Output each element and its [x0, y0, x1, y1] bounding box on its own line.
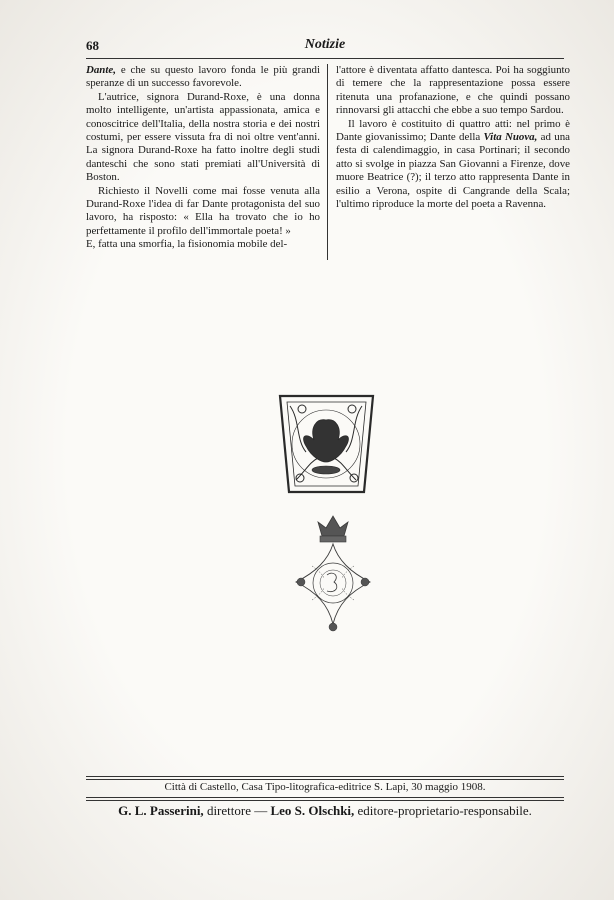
right-paragraph-1: l'attore è diventata affatto dantesca. Poi ha soggiunto di temere che la rappresentazione possa essere ritenuta una profanazione, e che quindi possano rinnovarsi gli attacchi che ebbe a suo tempo Sardou.	[336, 64, 570, 117]
footer-rule	[86, 800, 564, 801]
left-paragraph-3: Richiesto il Novelli come mai fosse venuta alla Durand-Roxe l'idea di far Dante protagonista del suo lavoro, ha risposto: « Ella ha trovato che io ho perfettamente il profilo dell'immortale poeta! »	[86, 184, 320, 237]
vita-nuova-title: Vita Nuova,	[483, 131, 538, 144]
page-number: 68	[86, 38, 99, 53]
director-name: G. L. Passerini,	[118, 803, 204, 818]
publisher-name: Leo S. Olschki,	[270, 803, 355, 818]
director-role: direttore —	[203, 803, 271, 818]
left-paragraph-4: E, fatta una smorfia, la fisionomia mobile del-	[86, 238, 288, 251]
left-paragraph-1: Dante, e che su questo lavoro fonda le più grandi speranze di un successo favorevole.	[86, 64, 320, 90]
crowned-cross-icon	[296, 516, 370, 631]
imprint-line: Città di Castello, Casa Tipo-litografica-editrice S. Lapi, 30 maggio 1908.	[164, 781, 486, 793]
footer-rule	[86, 797, 564, 798]
left-paragraph-2: L'autrice, signora Durand-Roxe, è una donna molto intelligente, un'artista appassionata, amica e conoscitrice dell'Italia, della nostra storia e dei nostri costumi, per essere vissuta fra di noi oltre vent'anni. La signora Durand-Roxe ha fatto inoltre degli studi danteschi che sono stati premiati all'Università di Boston.	[86, 90, 320, 184]
publisher-role: editore-proprietario-responsabile.	[354, 803, 532, 818]
credits-line	[86, 803, 564, 819]
eagle-emblem-icon	[280, 396, 373, 492]
dante-name: Dante,	[86, 64, 116, 76]
footer-rule	[86, 776, 564, 777]
footer-rule	[86, 779, 564, 780]
right-paragraph-2: Il lavoro è costituito di quattro atti: nel primo è Dante giovanissimo; Dante della Vita Nuova, ad una festa di calendimaggio, in casa Portinari; il secondo atto si svolge in piazza San Giovanni a Firenze, dove muore Beatrice (?); il terzo atto rappresenta Dante in esilio a Verona, ospite di Cangrande della Scala; l'ultimo riproduce la morte del poeta a Ravenna.	[336, 117, 570, 211]
running-title: Notizie	[304, 37, 346, 52]
